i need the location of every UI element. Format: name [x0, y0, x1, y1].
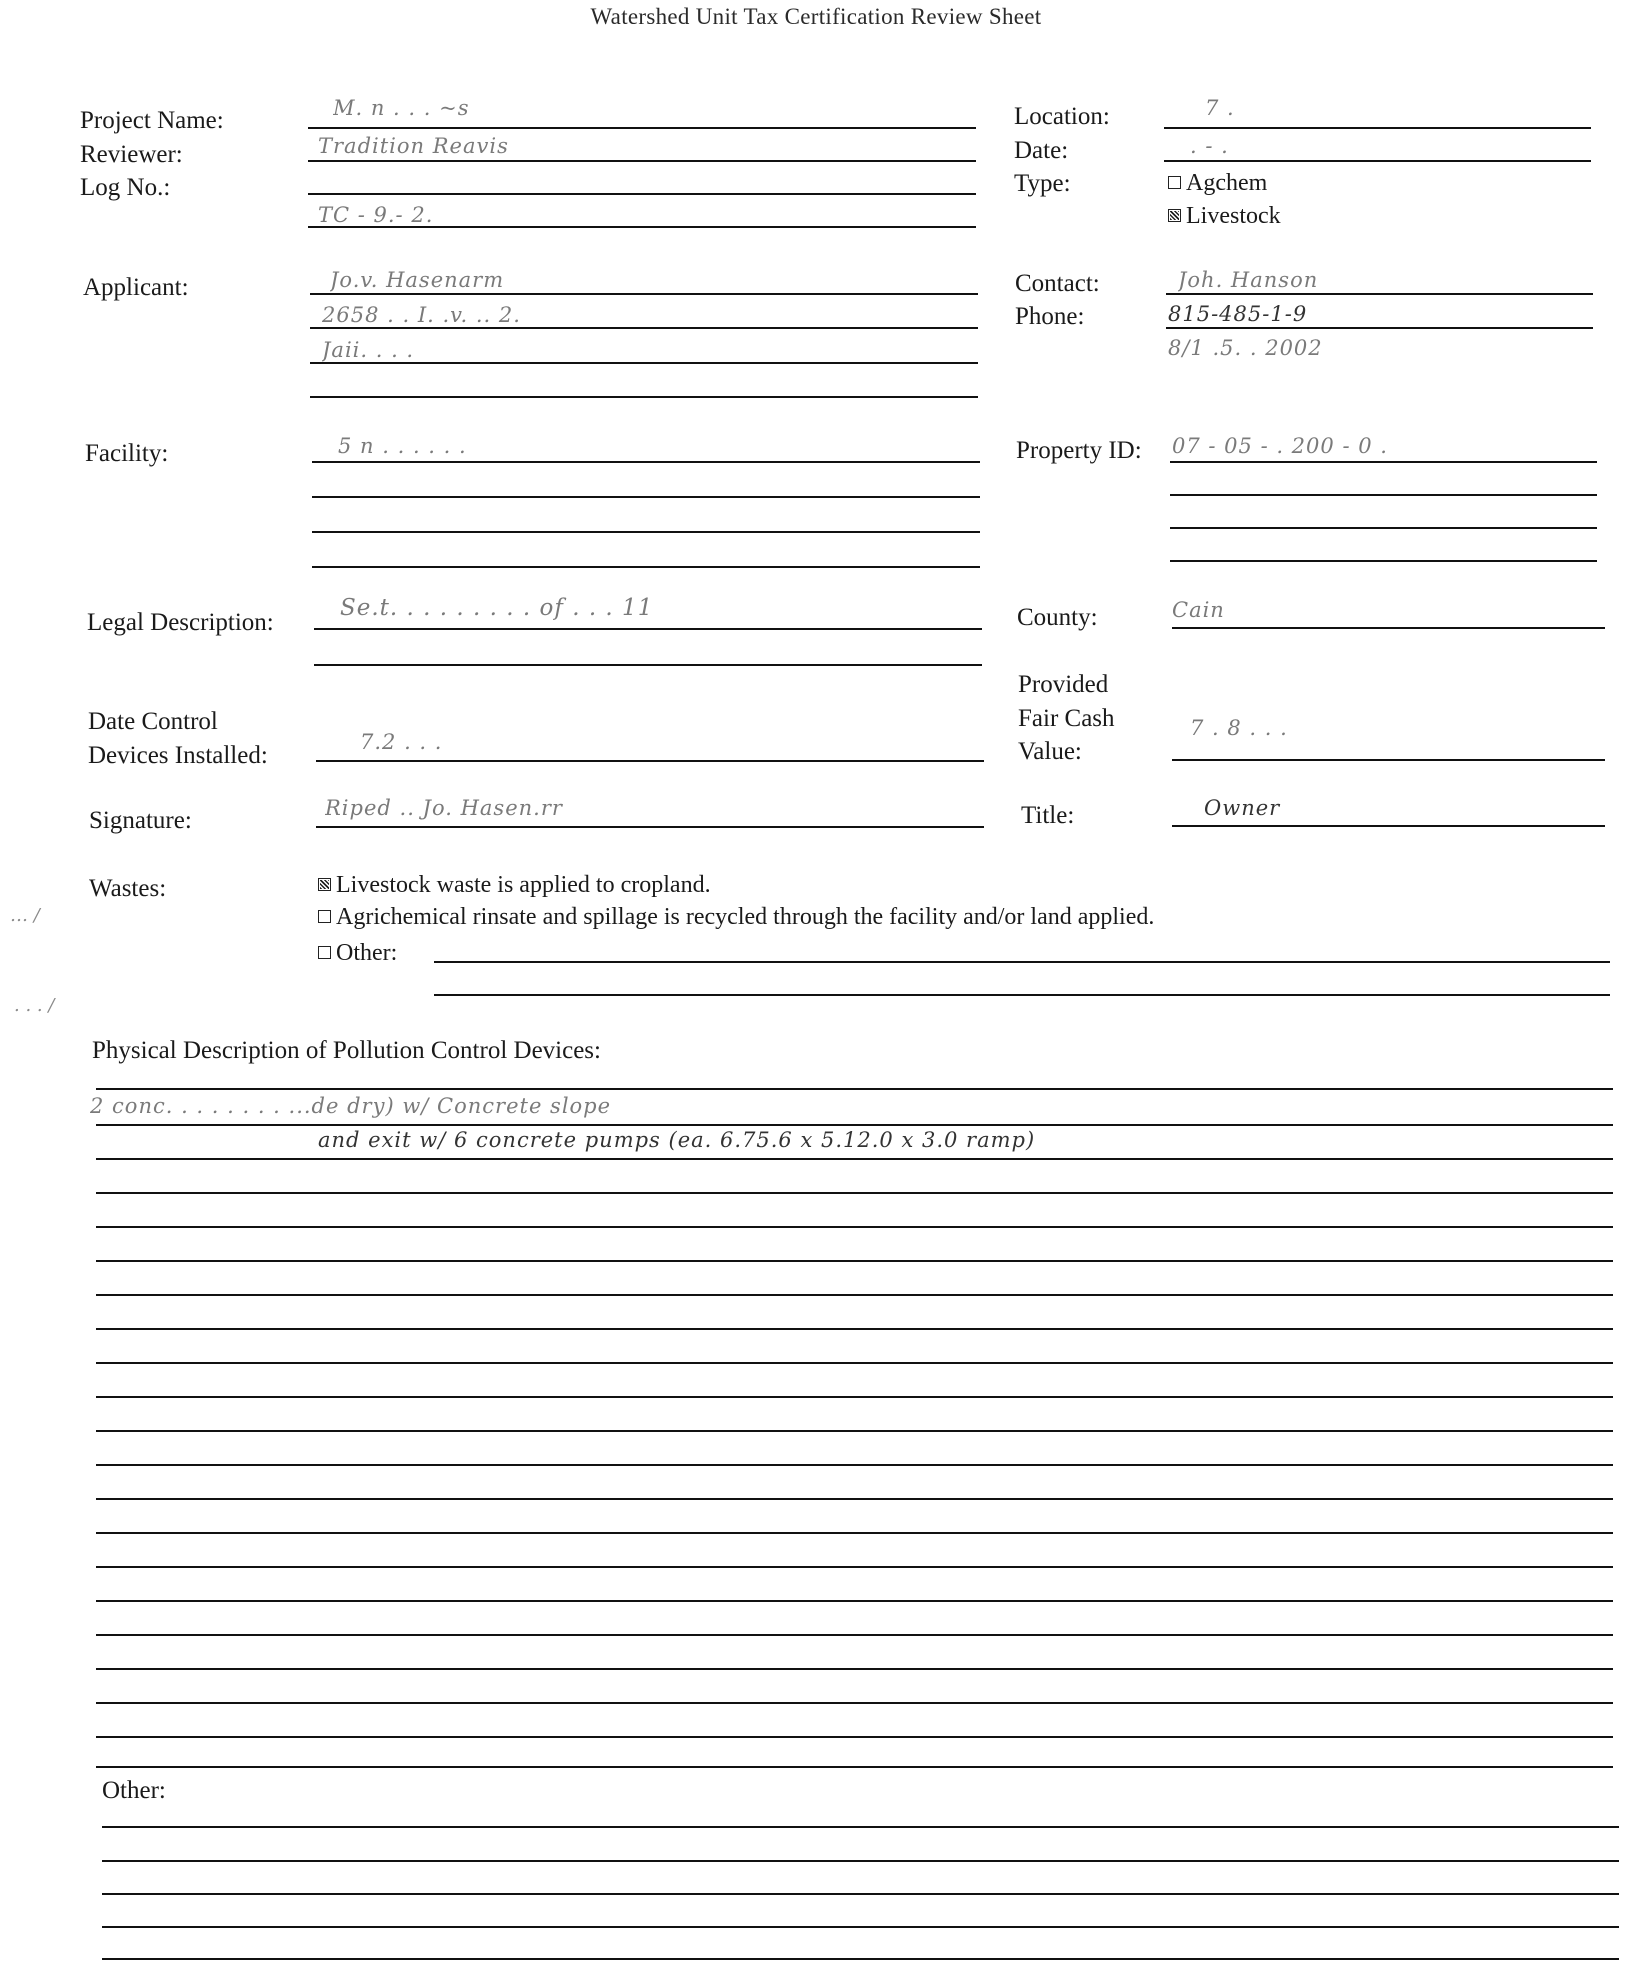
property-id-label: Property ID:	[1016, 437, 1142, 464]
reviewer-value: Tradition Reavis	[318, 134, 509, 158]
wastes-option-livestock[interactable]	[318, 870, 711, 900]
other-line-4	[102, 1926, 1619, 1928]
ruled-line	[96, 1464, 1613, 1466]
applicant-line-2	[310, 327, 978, 329]
type-label: Type:	[1014, 170, 1071, 197]
other-line-2	[102, 1860, 1619, 1862]
fair-cash-label-line2: Fair Cash	[1018, 705, 1115, 732]
signature-value: Riped .. Jo. Hasen.rr	[325, 796, 563, 820]
ruled-line	[96, 1498, 1613, 1500]
physical-description-lines	[96, 1088, 1613, 1768]
wastes-livestock-text: Livestock waste is applied to cropland.	[336, 872, 711, 898]
ruled-line	[96, 1736, 1613, 1738]
facility-value: 5 n . . . . . .	[338, 434, 467, 458]
wastes-other-line-2	[434, 994, 1610, 996]
title-label: Title:	[1021, 802, 1075, 829]
ruled-line	[96, 1532, 1613, 1534]
ruled-line	[96, 1226, 1613, 1228]
applicant-label: Applicant:	[83, 274, 189, 301]
county-label: County:	[1017, 604, 1098, 631]
wastes-other-text: Other:	[336, 940, 398, 966]
physical-description-value-line2: and exit w/ 6 concrete pumps (ea. 6.75.6 x 5.12.0 x 3.0 ramp)	[318, 1128, 1036, 1152]
date-installed-line	[316, 760, 984, 762]
location-line	[1164, 127, 1591, 129]
signature-label: Signature:	[89, 807, 192, 834]
document-title: Watershed Unit Tax Certification Review Sheet	[590, 4, 1042, 29]
reviewer-label: Reviewer:	[80, 141, 183, 168]
property-id-line-3	[1170, 527, 1597, 529]
location-label: Location:	[1014, 103, 1110, 130]
ruled-line	[96, 1702, 1613, 1704]
date-installed-value: 7.2 . . .	[360, 730, 443, 754]
ruled-line	[96, 1192, 1613, 1194]
wastes-option-other[interactable]	[318, 938, 397, 968]
facility-line-3	[312, 531, 980, 533]
applicant-line-1	[310, 293, 978, 295]
margin-scribble-1: … /	[10, 905, 40, 926]
phone-line	[1166, 327, 1593, 329]
date-line	[1164, 160, 1591, 162]
wastes-livestock-checkbox[interactable]	[318, 878, 331, 891]
wastes-option-agrichemical[interactable]	[318, 902, 1154, 932]
agchem-label: Agchem	[1186, 170, 1268, 196]
type-option-livestock[interactable]	[1168, 201, 1281, 231]
ruled-line	[96, 1328, 1613, 1330]
ruled-line	[96, 1766, 1613, 1768]
phone-label: Phone:	[1015, 303, 1085, 330]
county-line	[1172, 627, 1605, 629]
wastes-other-line-1	[434, 961, 1610, 963]
ruled-line	[96, 1124, 1613, 1126]
title-line	[1172, 825, 1605, 827]
contact-value: Joh. Hanson	[1178, 268, 1319, 292]
title-value: Owner	[1204, 796, 1281, 820]
ruled-line	[96, 1634, 1613, 1636]
other-line-3	[102, 1893, 1619, 1895]
project-name-label: Project Name:	[80, 107, 224, 134]
physical-description-label: Physical Description of Pollution Control Devices:	[92, 1037, 601, 1064]
legal-description-line-2	[314, 664, 982, 666]
ruled-line	[96, 1430, 1613, 1432]
livestock-label: Livestock	[1186, 203, 1281, 229]
property-id-line-2	[1170, 494, 1597, 496]
property-id-line-4	[1170, 560, 1597, 562]
date-control-label-line2: Devices Installed:	[88, 742, 268, 769]
facility-line-2	[312, 496, 980, 498]
applicant-value-line3: Jaii. . . .	[322, 338, 415, 362]
facility-line-1	[312, 461, 980, 463]
contact-label: Contact:	[1015, 270, 1100, 297]
ruled-line	[96, 1088, 1613, 1090]
project-name-value: M. n . . . ~s	[333, 96, 470, 120]
county-value: Cain	[1172, 598, 1225, 622]
ruled-line	[96, 1600, 1613, 1602]
legal-description-line-1	[314, 628, 982, 630]
ruled-line	[96, 1260, 1613, 1262]
contact-line	[1166, 293, 1593, 295]
property-id-value: 07 - 05 - . 200 - 0 .	[1172, 434, 1388, 458]
legal-description-label: Legal Description:	[87, 609, 274, 636]
applicant-value-line2: 2658 . . I. .v. .. 2.	[322, 303, 521, 327]
date-control-label-line1: Date Control	[88, 708, 218, 735]
livestock-checkbox[interactable]	[1168, 209, 1181, 222]
log-no-line-1	[308, 193, 976, 195]
other-line-1	[102, 1826, 1619, 1828]
location-value: 7 .	[1205, 96, 1235, 120]
wastes-other-checkbox[interactable]	[318, 946, 331, 959]
log-no-label: Log No.:	[80, 174, 171, 201]
ruled-line	[96, 1294, 1613, 1296]
wastes-label: Wastes:	[89, 875, 167, 902]
type-option-agchem[interactable]	[1168, 168, 1267, 198]
agchem-checkbox[interactable]	[1168, 176, 1181, 189]
ruled-line	[96, 1362, 1613, 1364]
wastes-agrichemical-checkbox[interactable]	[318, 910, 331, 923]
fair-cash-value: 7 . 8 . . .	[1190, 716, 1288, 740]
signature-line	[316, 826, 984, 828]
fair-cash-line	[1172, 759, 1605, 761]
physical-description-value-line1: 2 conc. . . . . . . . ...de dry) w/ Concrete slope	[90, 1094, 612, 1118]
legal-description-value: Se.t. . . . . . . . . of . . . 11	[340, 596, 654, 620]
margin-scribble-2: . . . /	[14, 995, 55, 1016]
phone-value-line1: 815-485-1-9	[1168, 302, 1308, 326]
phone-value-line2: 8/1 .5. . 2002	[1168, 336, 1323, 360]
applicant-value-line1: Jo.v. Hasenarm	[330, 268, 505, 292]
applicant-line-3	[310, 362, 978, 364]
facility-label: Facility:	[85, 440, 169, 467]
applicant-line-4	[310, 396, 978, 398]
other-label: Other:	[102, 1777, 166, 1804]
other-line-5	[102, 1958, 1619, 1960]
log-no-value: TC - 9.- 2.	[318, 203, 434, 227]
ruled-line	[96, 1566, 1613, 1568]
fair-cash-label-line1: Provided	[1018, 671, 1109, 698]
ruled-line	[96, 1158, 1613, 1160]
property-id-line-1	[1170, 461, 1597, 463]
ruled-line	[96, 1668, 1613, 1670]
facility-line-4	[312, 566, 980, 568]
wastes-agrichemical-text: Agrichemical rinsate and spillage is recycled through the facility and/or land applied.	[336, 904, 1155, 930]
date-label: Date:	[1014, 137, 1069, 164]
project-name-line	[308, 127, 976, 129]
reviewer-line	[308, 160, 976, 162]
ruled-line	[96, 1396, 1613, 1398]
date-value: . - .	[1190, 134, 1229, 158]
fair-cash-label-line3: Value:	[1018, 738, 1082, 765]
